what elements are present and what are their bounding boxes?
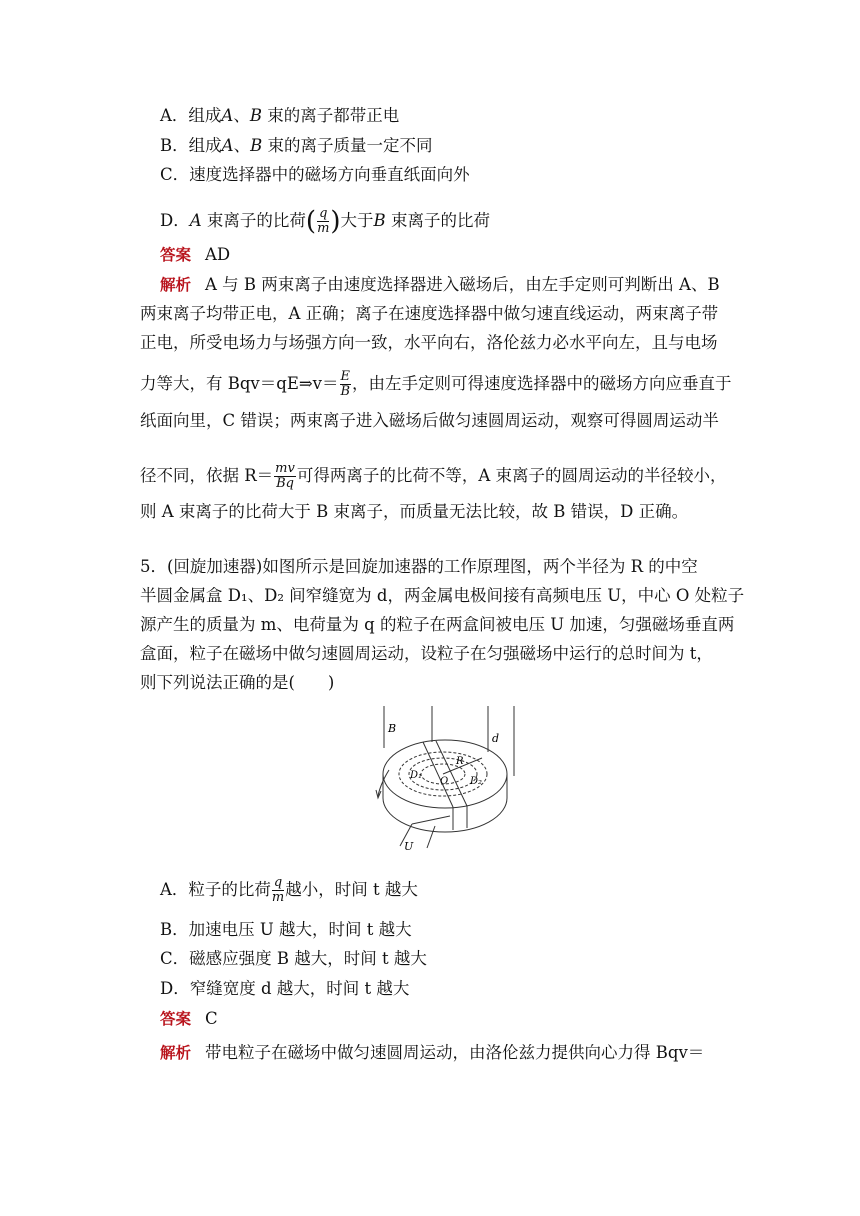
q5-option-a: [160, 876, 760, 905]
var: B: [373, 211, 386, 230]
label-r: R: [456, 756, 464, 767]
text: 可得两离子的比荷不等，A 束离子的圆周运动的半径较小，: [296, 466, 727, 485]
text: 带电粒子在磁场中做匀速圆周运动，由洛伦兹力提供向心力得 Bqv＝: [205, 1043, 705, 1062]
text: 束的离子质量一定不同: [267, 136, 433, 155]
analysis-label: 解析: [160, 1044, 192, 1062]
var: A: [221, 136, 234, 155]
text: 径不同，依据 R＝: [140, 466, 274, 485]
numerator: q: [273, 875, 283, 890]
paren: (: [305, 206, 317, 237]
text: 束离子的比荷: [206, 211, 306, 230]
var: B: [249, 106, 262, 125]
text: 、: [233, 136, 251, 155]
numerator: mv: [275, 461, 295, 476]
label-d1: D₁: [410, 770, 423, 781]
denominator: m: [317, 221, 330, 236]
answer-label: 答案: [160, 246, 192, 264]
q4-option-c: C．速度选择器中的磁场方向垂直纸面向外: [160, 165, 470, 184]
text: ，由左手定则可得速度选择器中的磁场方向应垂直于: [352, 374, 732, 393]
q5-option-c: C．磁感应强度 B 越大，时间 t 越大: [160, 949, 427, 968]
q4-analysis-line-7: [140, 462, 740, 491]
q5-stem-line-3: 源产生的质量为 m、电荷量为 q 的粒子在两盒间被电压 U 加速，匀强磁场垂直两: [140, 615, 735, 634]
text: A．粒子的比荷: [160, 880, 271, 899]
answer-value: AD: [205, 245, 231, 264]
q4-analysis-line-2: 两束离子均带正电，A 正确；离子在速度选择器中做匀速直线运动，两束离子带: [140, 304, 719, 323]
text: 束的离子都带正电: [267, 106, 400, 125]
q5-stem-line-2: 半圆金属盒 D₁、D₂ 间窄缝宽为 d，两金属电极间接有高频电压 U，中心 O 处粒子: [140, 586, 745, 605]
q4-answer: [160, 245, 760, 265]
text: 力等大，有 Bqv＝qE⇒v＝: [140, 374, 339, 393]
label-d2: D₂: [470, 776, 483, 787]
cyclotron-diagram: [370, 706, 520, 854]
numerator: E: [340, 369, 351, 384]
var: A: [221, 106, 234, 125]
numerator: q: [319, 206, 328, 221]
text: A 与 B 两束离子由速度选择器进入磁场后，由左手定则可判断出 A、B: [205, 275, 720, 294]
text: B．组成: [160, 136, 222, 155]
label-u: U: [404, 840, 414, 853]
q5-analysis: [160, 1043, 760, 1063]
q4-analysis-line-1: [160, 275, 740, 295]
text: 大于: [340, 211, 374, 230]
paren: ): [330, 206, 341, 237]
answer-value: C: [205, 1009, 218, 1028]
denominator: m: [271, 890, 285, 905]
text: 、: [233, 106, 250, 125]
q5-stem-line-1: 5．(回旋加速器)如图所示是回旋加速器的工作原理图，两个半径为 R 的中空: [140, 557, 698, 576]
answer-label: 答案: [160, 1010, 192, 1028]
q4-analysis-line-4: [140, 370, 740, 399]
q4-option-b: [160, 136, 760, 156]
fraction-mv-bq: [274, 462, 296, 491]
fraction-q-m: [272, 876, 284, 905]
var: A: [189, 211, 202, 230]
text: D．: [160, 211, 190, 230]
denominator: Bq: [276, 476, 294, 491]
text: 束离子的比荷: [390, 211, 490, 230]
q4-analysis-line-5: 纸面向里，C 错误；两束离子进入磁场后做匀速圆周运动，观察可得圆周运动半: [140, 411, 719, 430]
text: 越小，时间 t 越大: [285, 880, 418, 899]
fraction-q-m: [317, 207, 329, 236]
var: B: [250, 136, 263, 155]
q4-option-a: [160, 106, 760, 126]
q5-option-d: D．窄缝宽度 d 越大，时间 t 越大: [160, 979, 410, 998]
label-d: d: [492, 732, 500, 745]
q4-analysis-line-3: 正电，所受电场力与场强方向一致，水平向右，洛伦兹力必水平向左，且与电场: [140, 333, 718, 352]
q5-answer: [160, 1009, 760, 1029]
fraction-e-b: [340, 370, 352, 399]
text: A．组成: [160, 106, 222, 125]
q4-option-d: [160, 207, 760, 236]
analysis-label: 解析: [160, 276, 192, 294]
denominator: B: [340, 384, 351, 399]
q4-analysis-line-8: 则 A 束离子的比荷大于 B 束离子，而质量无法比较，故 B 错误，D 正确。: [140, 502, 689, 521]
label-o: O: [440, 776, 449, 787]
q5-option-b: B．加速电压 U 越大，时间 t 越大: [160, 920, 412, 939]
q5-stem-line-5: 则下列说法正确的是( ): [140, 673, 335, 692]
label-b: B: [388, 722, 397, 735]
q5-stem-line-4: 盒面，粒子在磁场中做匀速圆周运动，设粒子在匀强磁场中运行的总时间为 t，: [140, 644, 713, 663]
